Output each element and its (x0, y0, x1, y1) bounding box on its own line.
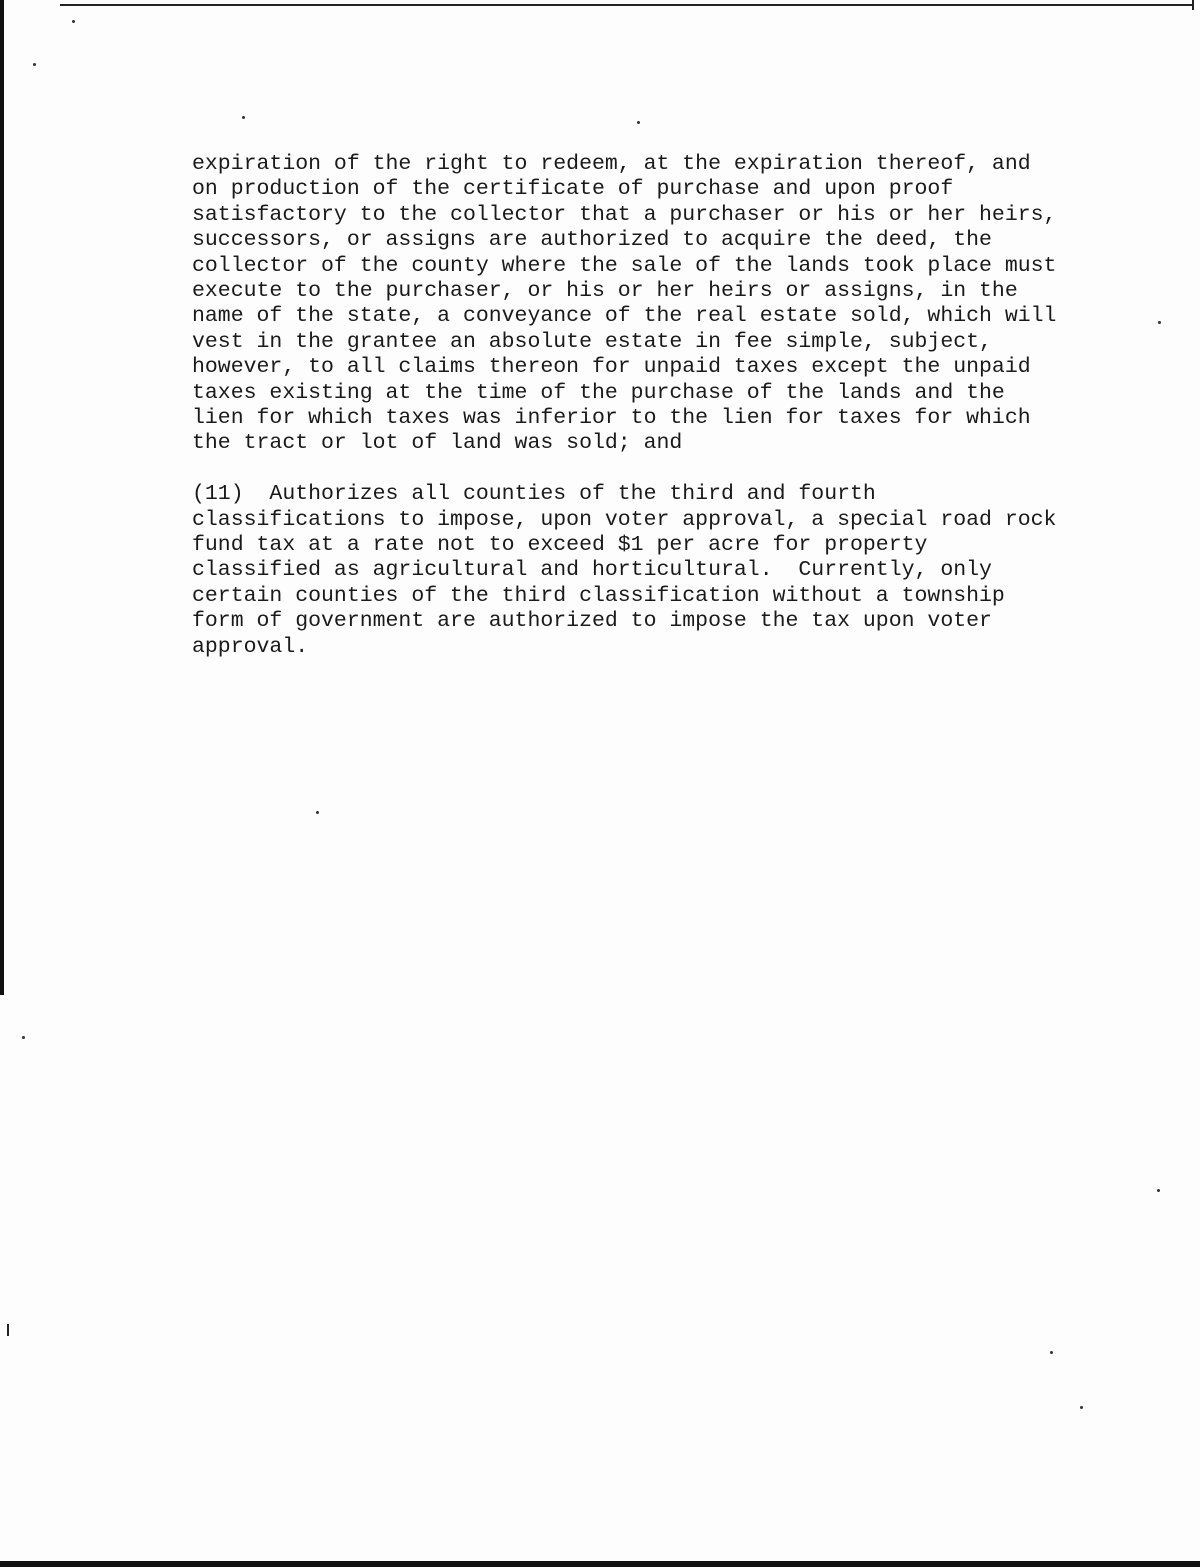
text-line: classified as agricultural and horticultural. Currently, only (192, 558, 992, 583)
top-border-corner (1192, 0, 1194, 10)
paragraph-continuation (192, 152, 1132, 457)
scan-speck (1050, 1351, 1053, 1354)
text-line: lien for which taxes was inferior to the lien for taxes for which (192, 406, 1031, 431)
text-line: form of government are authorized to impose the tax upon voter (192, 609, 992, 634)
text-line: approval. (192, 634, 309, 659)
text-line: classifications to impose, upon voter approval, a special road rock (192, 507, 1057, 532)
text-line: vest in the grantee an absolute estate in fee simple, subject, (192, 329, 992, 354)
left-scan-edge (0, 0, 4, 995)
body-text (192, 152, 1132, 660)
top-border-line (60, 4, 1192, 6)
text-line: name of the state, a conveyance of the real estate sold, which will (192, 304, 1057, 329)
text-line: successors, or assigns are authorized to acquire the deed, the (192, 228, 992, 253)
bottom-border-line (0, 1561, 1200, 1567)
scan-speck (33, 63, 36, 66)
scan-speck (22, 1036, 25, 1039)
text-line: the tract or lot of land was sold; and (192, 431, 683, 456)
text-line: expiration of the right to redeem, at the expiration thereof, and (192, 152, 1031, 176)
scan-speck (72, 20, 75, 23)
scan-speck (1080, 1406, 1083, 1409)
scan-speck (316, 811, 319, 814)
text-line: (11) Authorizes all counties of the third and fourth (192, 482, 876, 507)
text-line: execute to the purchaser, or his or her heirs or assigns, in the (192, 279, 1018, 304)
text-line: satisfactory to the collector that a purchaser or his or her heirs, (192, 202, 1057, 227)
scan-speck (1157, 1189, 1160, 1192)
text-line: taxes existing at the time of the purchase of the lands and the (192, 380, 1005, 405)
scan-speck (1158, 321, 1161, 324)
text-line: however, to all claims thereon for unpaid taxes except the unpaid (192, 355, 1031, 380)
text-line: certain counties of the third classification without a township (192, 583, 1005, 608)
scan-speck (637, 121, 640, 124)
paragraph-spacer (192, 457, 1132, 482)
scan-speck (242, 116, 245, 119)
scan-mark (7, 1324, 9, 1336)
paragraph-item-11 (192, 482, 1132, 660)
text-line: fund tax at a rate not to exceed $1 per acre for property (192, 533, 928, 558)
text-line: on production of the certificate of purchase and upon proof (192, 177, 954, 202)
text-line: collector of the county where the sale of the lands took place must (192, 253, 1057, 278)
